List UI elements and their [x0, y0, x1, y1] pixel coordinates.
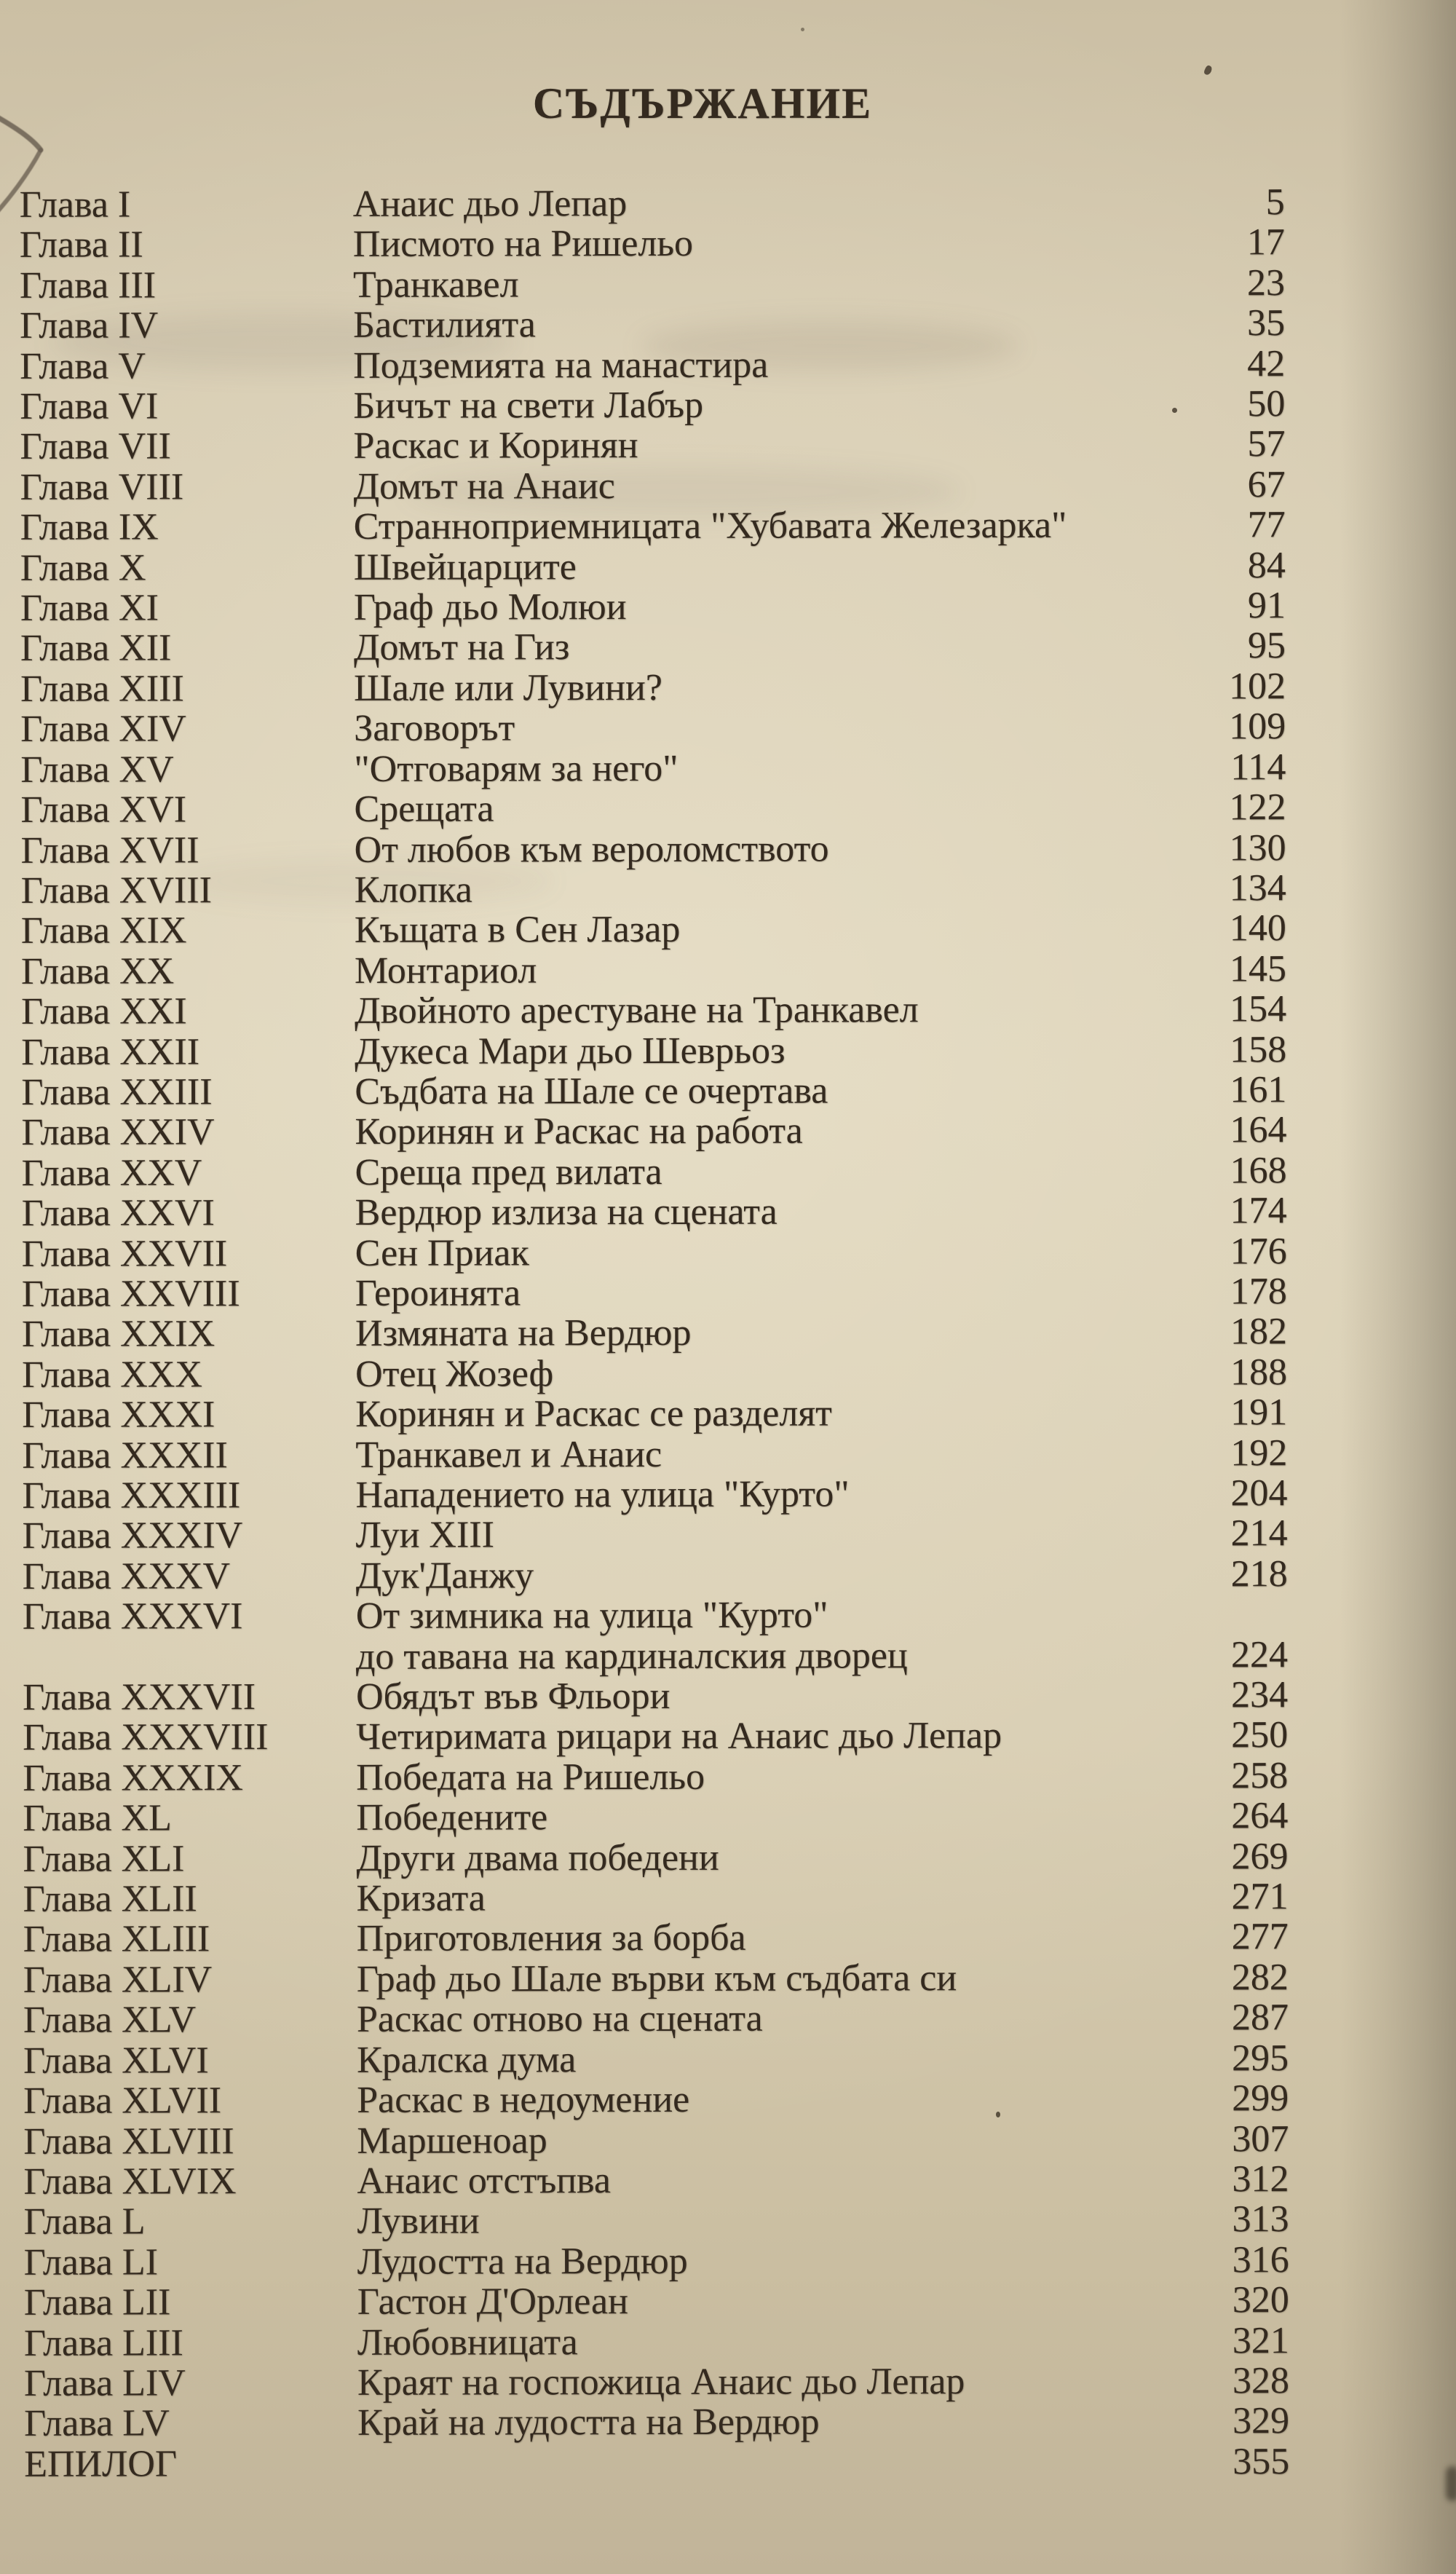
toc-page-number: 158 [1230, 1028, 1287, 1070]
toc-page-number: 84 [1247, 544, 1286, 586]
toc-chapter-label: Глава XLIV [23, 1959, 213, 2001]
toc-entry-title: Нападението на улица "Курто" [355, 1473, 850, 1516]
toc-entry-title-wrap [357, 2401, 1193, 2444]
toc-chapter-label: Глава VII [20, 425, 171, 468]
toc-entry-title: Други двама победени [356, 1836, 719, 1879]
toc-page-number: 307 [1232, 2117, 1289, 2160]
toc-entry-title-wrap [355, 1231, 1191, 1274]
toc-chapter-label: Глава VIII [20, 466, 184, 508]
toc-entry-title-wrap [355, 1030, 1190, 1072]
toc-chapter-label: Глава XLVIII [23, 2120, 234, 2163]
toc-row [21, 1150, 1286, 1193]
toc-entry-title: Граф дьо Шале върви към съдбата си [356, 1957, 957, 2000]
toc-page-number: 328 [1232, 2360, 1290, 2402]
toc-entry-title: Дукеса Мари дьо Шеврьоз [355, 1030, 786, 1073]
toc-entry-title-wrap [355, 949, 1190, 991]
toc-chapter-label: Глава XXXV [22, 1555, 231, 1598]
toc-entry-title-wrap [355, 1271, 1191, 1314]
toc-entry-title-wrap [354, 505, 1190, 548]
toc-entry-title: Транкавел и Анаис [355, 1433, 662, 1476]
toc-entry-title-wrap [355, 909, 1190, 951]
toc-row [22, 1433, 1287, 1476]
toc-page-number: 264 [1231, 1795, 1289, 1837]
toc-page-number: 178 [1230, 1271, 1287, 1313]
toc-entry-title: Граф дьо Молюи [353, 586, 627, 628]
toc-entry-title-wrap [353, 223, 1189, 265]
toc-row [20, 465, 1286, 508]
toc-page-number: 130 [1229, 826, 1286, 869]
toc-page-number: 23 [1246, 261, 1286, 304]
toc-page-number: 176 [1230, 1230, 1287, 1272]
toc-page-number: 67 [1247, 464, 1286, 506]
toc-row [21, 1070, 1286, 1113]
toc-page-number: 164 [1230, 1109, 1287, 1151]
toc-chapter-label: Глава XXXVIII [23, 1716, 269, 1759]
toc-chapter-label: Глава XXXIX [23, 1757, 243, 1799]
toc-chapter-label: Глава XVI [20, 789, 187, 831]
toc-chapter-label: Глава VI [20, 385, 159, 427]
toc-entry-title-line2: до тавана на кардиналския дворец [355, 1634, 908, 1678]
toc-entry-title-wrap [356, 1595, 1192, 1677]
toc-row [23, 2159, 1289, 2202]
toc-chapter-label: Глава XXVI [21, 1192, 215, 1234]
toc-entry-title: От любов към вероломството [354, 827, 829, 871]
toc-page-number: 191 [1230, 1391, 1288, 1434]
toc-chapter-label: Глава XIII [20, 668, 184, 710]
toc-entry-title-wrap [354, 465, 1190, 507]
toc-entry-title: Раскас и Коринян [353, 425, 638, 467]
toc-page-number: 320 [1232, 2279, 1289, 2321]
toc-page-number: 114 [1230, 746, 1286, 789]
toc-page-number: 258 [1231, 1755, 1289, 1797]
toc-chapter-label: Глава XXVII [21, 1232, 228, 1275]
toc-entry-title: От зимника на улица "Курто" [355, 1594, 828, 1638]
toc-entry-title: Обядът във Фльори [355, 1675, 670, 1718]
toc-page-number: 57 [1247, 423, 1286, 465]
toc-entry-title-wrap [354, 788, 1190, 830]
toc-entry-title-wrap [356, 1716, 1192, 1758]
toc-page-number: 192 [1230, 1432, 1288, 1474]
toc-entry-title: Срещата [354, 788, 494, 830]
toc-entry-title: Измяната на Вердюр [355, 1312, 692, 1355]
toc-row [21, 949, 1286, 992]
toc-chapter-label: Глава XII [20, 627, 172, 670]
paper-speck [1203, 65, 1214, 76]
toc-page-number: 316 [1232, 2238, 1289, 2281]
toc-entry-title-wrap [357, 2361, 1193, 2403]
toc-row [23, 1957, 1289, 2000]
toc-row [21, 828, 1286, 871]
toc-row [23, 1836, 1288, 1879]
toc-row [23, 1796, 1288, 1839]
toc-entry-title-wrap [354, 545, 1190, 588]
toc-row [23, 1876, 1289, 1919]
toc-entry-title: Къщата в Сен Лазар [354, 909, 681, 952]
toc-page-number: 95 [1247, 625, 1286, 667]
toc-entry-title: Сен Приак [355, 1231, 529, 1274]
toc-entry-title-wrap [355, 1150, 1190, 1193]
toc-page-number: 134 [1229, 867, 1286, 909]
toc-page-number: 355 [1233, 2440, 1290, 2483]
toc-chapter-label: Глава LV [24, 2402, 170, 2445]
toc-entry-title-wrap [355, 1433, 1191, 1475]
toc-row [23, 2199, 1289, 2242]
toc-entry-title: Клопка [354, 869, 472, 911]
toc-entry-title-wrap [354, 666, 1190, 708]
toc-entry-title-wrap [357, 2441, 1193, 2484]
toc-row [20, 303, 1285, 346]
toc-entry-title: Заговорът [354, 707, 515, 750]
toc-entry-title: Приготовления за борба [356, 1917, 746, 1960]
toc-entry-title-wrap [353, 425, 1189, 467]
toc-chapter-label: Глава XXXI [22, 1394, 215, 1437]
toc-page-number: 42 [1247, 342, 1286, 384]
toc-entry-title-wrap [357, 2321, 1193, 2363]
toc-chapter-label: Глава XLV [23, 1999, 197, 2042]
toc-entry-title-wrap [357, 2038, 1192, 2080]
toc-entry-title-wrap [356, 1756, 1192, 1798]
toc-page-number: 154 [1230, 988, 1287, 1030]
toc-chapter-label: Глава IV [20, 304, 159, 347]
toc-page-number: 140 [1229, 907, 1286, 950]
toc-page-number: 188 [1230, 1351, 1288, 1394]
toc-entry-title: Любовницата [357, 2321, 578, 2364]
toc-chapter-label: Глава XIV [20, 708, 186, 751]
toc-entry-title: Бичът на свети Лабър [353, 384, 704, 427]
toc-row [20, 585, 1286, 628]
toc-page-number: 214 [1230, 1512, 1288, 1555]
toc-page-number: 17 [1246, 221, 1285, 264]
toc-entry-title-wrap [357, 2281, 1193, 2323]
toc-entry-title: Лудостта на Вердюр [357, 2240, 688, 2283]
toc-entry-title-wrap [356, 1514, 1192, 1556]
toc-page-number: 287 [1231, 1997, 1289, 2039]
paper-speck [1172, 408, 1177, 413]
toc-entry-title: Победата на Ришельо [356, 1756, 705, 1799]
toc-page-number: 299 [1232, 2077, 1289, 2120]
toc-entry-title: Шале или Лувини? [354, 666, 662, 709]
toc-chapter-label: Глава XX [20, 950, 175, 992]
toc-chapter-label: Глава XL [23, 1797, 172, 1840]
toc-row [23, 1917, 1289, 1960]
paper-speck [801, 28, 804, 31]
toc-chapter-label: Глава XXXIV [22, 1515, 243, 1558]
toc-row [20, 425, 1285, 467]
toc-chapter-label: ЕПИЛОГ [24, 2443, 178, 2485]
toc-page-number: 282 [1231, 1957, 1289, 1999]
toc-chapter-label: Глава XXIII [21, 1071, 213, 1113]
toc-entry-title: Краят на госпожица Анаис дьо Лепар [357, 2361, 965, 2404]
toc-entry-title-wrap [353, 344, 1189, 386]
toc-row [24, 2240, 1289, 2283]
toc-entry-title-wrap [355, 1312, 1191, 1354]
toc-entry-title: Анаис отстъпва [357, 2160, 612, 2202]
toc-row [20, 747, 1286, 790]
page-edge-shadow [1340, 0, 1456, 2574]
toc-entry-title: Вердюр излиза на сцената [355, 1191, 778, 1234]
toc-row [23, 2078, 1289, 2121]
toc-page-number: 312 [1232, 2158, 1289, 2200]
toc-entry-title: Героинята [355, 1272, 521, 1314]
toc-row [24, 2280, 1289, 2323]
toc-chapter-label: Глава X [20, 547, 146, 589]
toc-entry-title: Раскас отново на сцената [356, 1997, 763, 2041]
toc-chapter-label: Глава III [19, 264, 157, 307]
toc-entry-title-wrap [353, 304, 1189, 346]
toc-page-number: 271 [1231, 1876, 1289, 1918]
toc-chapter-label: Глава XXI [21, 990, 187, 1033]
toc-entry-title: Странноприемницата "Хубавата Железарка" [353, 505, 1067, 548]
toc-chapter-label: Глава XXIV [21, 1111, 215, 1154]
toc-entry-title-wrap [356, 1836, 1192, 1879]
toc-chapter-label: Глава XXXII [22, 1434, 228, 1477]
toc-row [21, 1030, 1286, 1073]
toc-row [21, 989, 1286, 1032]
toc-entry-title: Четиримата рицари на Анаис дьо Лепар [356, 1715, 1002, 1758]
toc-entry-title: Кралска дума [357, 2038, 577, 2081]
toc-entry-title-wrap [353, 384, 1189, 426]
toc-entry-title: Подземията на манастира [353, 344, 769, 387]
toc-entry-title-wrap [357, 2119, 1192, 2161]
toc-entry-title-wrap [355, 1352, 1191, 1394]
toc-page-number: 224 [1230, 1633, 1288, 1675]
toc-entry-title-wrap [354, 747, 1190, 789]
toc-row [22, 1473, 1287, 1516]
toc-entry-title: Транкавел [352, 264, 519, 306]
toc-chapter-label: Глава XXV [21, 1152, 202, 1194]
toc-entry-title-wrap [353, 263, 1189, 305]
toc-entry-title-wrap [355, 828, 1190, 870]
toc-chapter-label: Глава XV [20, 749, 174, 791]
toc-page-number: 102 [1229, 666, 1286, 708]
toc-page-number: 321 [1232, 2319, 1289, 2361]
toc-row [20, 344, 1285, 387]
toc-row [24, 2401, 1289, 2444]
toc-row [20, 263, 1285, 306]
toc-page-number: 234 [1230, 1674, 1289, 1716]
toc-row [20, 182, 1285, 225]
toc-entry-title-wrap [355, 1393, 1191, 1435]
toc-row [23, 2119, 1289, 2162]
toc-page-number: 277 [1231, 1916, 1289, 1958]
toc-row [23, 1675, 1288, 1718]
toc-entry-title: Раскас в недоумение [357, 2078, 690, 2121]
toc-chapter-label: Глава LIII [23, 2321, 183, 2364]
toc-entry-title: "Отговарям за него" [354, 747, 678, 790]
toc-entry-title-wrap [354, 707, 1190, 749]
toc-row [20, 223, 1285, 266]
toc-chapter-label: Глава XI [20, 587, 159, 629]
toc-row [20, 384, 1285, 427]
toc-row [23, 1514, 1288, 1557]
toc-entry-title-wrap [357, 2159, 1192, 2201]
toc-page-number: 218 [1230, 1552, 1288, 1595]
toc-entry-title: Домът на Анаис [353, 465, 615, 508]
toc-entry-title-wrap [354, 586, 1190, 628]
toc-page-number: 5 [1265, 181, 1285, 224]
toc-chapter-label: Глава XXXVII [22, 1676, 256, 1718]
toc-row [20, 666, 1286, 709]
toc-entry-title: Отец Жозеф [355, 1353, 554, 1395]
toc-chapter-label: Глава XXXVI [22, 1595, 243, 1638]
toc-entry-title: Съдбата на Шале се очертава [355, 1070, 828, 1113]
toc-entry-title: Коринян и Раскас се разделят [355, 1392, 832, 1436]
toc-row [23, 1594, 1288, 1677]
toc-entry-title-wrap [355, 1191, 1191, 1233]
toc-page-number: 77 [1247, 504, 1286, 546]
toc-row [22, 1231, 1287, 1274]
toc-row [23, 1756, 1288, 1799]
toc-page-number: 313 [1232, 2198, 1289, 2241]
toc-page-number: 174 [1230, 1190, 1287, 1232]
toc-entry-title-wrap [354, 626, 1190, 668]
toc-entry-title: Победените [356, 1796, 548, 1839]
toc-chapter-label: Глава XLVI [23, 2039, 209, 2082]
toc-row [20, 505, 1286, 548]
toc-chapter-label: Глава LI [23, 2241, 158, 2283]
toc-row [22, 1352, 1287, 1395]
toc-chapter-label: Глава IX [20, 506, 159, 549]
toc-chapter-label: Глава XIX [20, 909, 187, 952]
toc-row [22, 1392, 1287, 1435]
toc-chapter-label: Глава XXXIII [22, 1474, 241, 1517]
toc-entry-title: Домът на Гиз [353, 626, 570, 669]
toc-entry-title-wrap [356, 1675, 1192, 1717]
toc-entry-title: Анаис дьо Лепар [352, 183, 628, 225]
toc-chapter-label: Глава XLVII [23, 2080, 222, 2122]
toc-entry-title-wrap [353, 182, 1189, 224]
toc-row [21, 868, 1286, 911]
toc-page-number: 250 [1231, 1714, 1289, 1756]
toc-page-number: 168 [1230, 1149, 1287, 1192]
toc-entry-title-wrap [357, 2200, 1192, 2242]
toc-entry-title: Коринян и Раскас на работа [355, 1110, 803, 1153]
toc-chapter-label: Глава XXII [21, 1030, 200, 1073]
toc-entry-title: Дук'Данжу [355, 1555, 534, 1597]
toc-row [23, 2038, 1289, 2081]
toc-chapter-label: Глава XLIII [23, 1918, 210, 1961]
toc-entry-title: Бастилията [353, 304, 536, 347]
toc-page-number: 145 [1229, 947, 1287, 990]
toc-chapter-label: Глава XXX [22, 1354, 202, 1396]
toc-chapter-label: Глава XVII [20, 829, 199, 872]
corner-notch [1446, 2466, 1456, 2501]
toc-chapter-label: Глава LIV [23, 2362, 186, 2404]
toc-row [23, 1997, 1289, 2040]
toc-page-number: 122 [1229, 786, 1286, 829]
toc-entry-title-wrap [357, 1957, 1192, 1999]
toc-entry-title: Лувини [357, 2200, 480, 2243]
toc-entry-title: Швейцарците [353, 545, 577, 588]
toc-page-number: 35 [1247, 302, 1286, 344]
toc-entry-title-wrap [355, 1110, 1190, 1153]
toc-list [20, 182, 1290, 2484]
toc-entry-title: Монтариол [354, 950, 537, 992]
toc-row [23, 1716, 1288, 1758]
toc-entry-title: Среща пред вилата [355, 1150, 662, 1193]
toc-row [20, 626, 1286, 669]
toc-row [21, 908, 1286, 951]
toc-chapter-label: Глава II [19, 224, 143, 267]
toc-entry-title-wrap [357, 1998, 1192, 2040]
toc-chapter-label: Глава XXVIII [21, 1273, 240, 1315]
toc-entry-title: Кризата [356, 1877, 486, 1919]
toc-entry-title-wrap [357, 2240, 1193, 2282]
toc-chapter-label: Глава XLVIX [23, 2160, 237, 2203]
toc-row [22, 1191, 1287, 1233]
toc-chapter-label: Глава XLII [23, 1878, 197, 1920]
toc-entry-title-wrap [355, 1070, 1190, 1112]
toc-entry-title: Двойното арестуване на Транкавел [355, 989, 919, 1032]
toc-chapter-label: Глава V [20, 345, 146, 387]
toc-chapter-label: Глава XLI [23, 1838, 185, 1880]
toc-chapter-label: Глава XXIX [21, 1313, 215, 1356]
page-title: СЪДЪРЖАНИЕ [532, 79, 873, 127]
toc-page-number: 204 [1230, 1472, 1288, 1515]
toc-entry-title: Гастон Д'Орлеан [357, 2281, 628, 2323]
toc-row [21, 1110, 1286, 1153]
toc-chapter-label: Глава L [23, 2200, 146, 2243]
toc-row [24, 2361, 1289, 2404]
toc-row [20, 787, 1286, 830]
toc-page-number: 182 [1230, 1311, 1288, 1353]
toc-entry-title: Луи XIII [355, 1514, 494, 1557]
toc-page-number: 50 [1247, 383, 1286, 425]
toc-entry-title-wrap [356, 1554, 1192, 1596]
toc-row [24, 2321, 1289, 2364]
toc-page-number: 109 [1229, 706, 1286, 748]
toc-row [20, 706, 1286, 749]
toc-entry-title-wrap [355, 990, 1190, 1032]
toc-row [22, 1271, 1287, 1314]
toc-page-number: 161 [1230, 1069, 1287, 1111]
toc-row [23, 1554, 1288, 1597]
toc-entry-title-wrap [355, 868, 1190, 910]
toc-entry-title-wrap [356, 1796, 1192, 1839]
toc-entry-title-wrap [357, 1877, 1192, 1919]
toc-page-number: 329 [1233, 2400, 1290, 2442]
toc-page-number: 295 [1232, 2037, 1289, 2080]
toc-entry-title: Край на лудостта на Вердюр [357, 2401, 820, 2444]
toc-entry-title-wrap [355, 1473, 1191, 1515]
toc-row [22, 1312, 1287, 1355]
toc-page-number: 269 [1231, 1835, 1289, 1877]
toc-entry-title: Маршеноар [357, 2119, 547, 2162]
toc-page-number: 91 [1247, 585, 1286, 627]
toc-row [24, 2441, 1289, 2484]
toc-entry-title-wrap [357, 1917, 1192, 1959]
toc-entry-title: Писмото на Ришельо [352, 223, 694, 266]
toc-chapter-label: Глава XVIII [20, 869, 212, 912]
toc-chapter-label: Глава I [19, 183, 131, 226]
toc-row [20, 545, 1286, 588]
toc-entry-title-wrap [357, 2079, 1192, 2121]
paper-speck [996, 2112, 1000, 2117]
toc-chapter-label: Глава LII [23, 2281, 171, 2324]
